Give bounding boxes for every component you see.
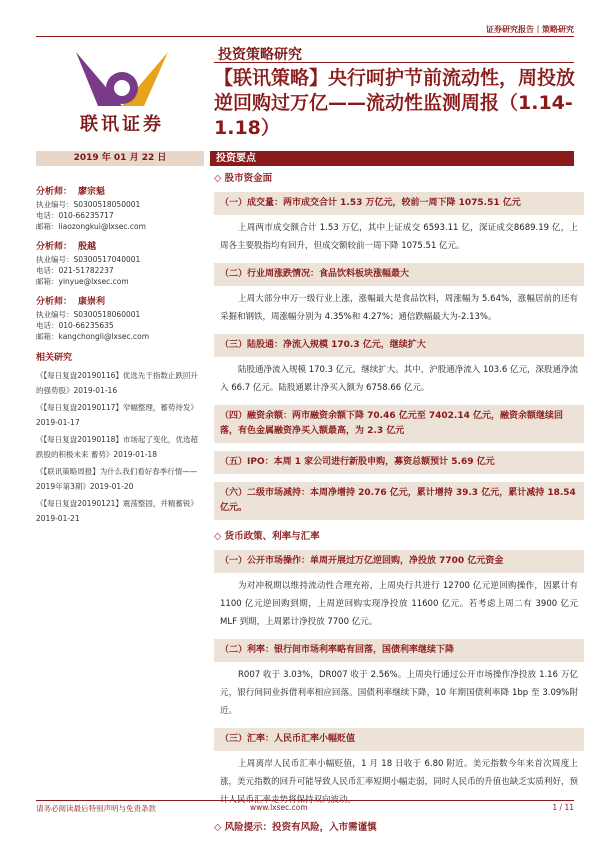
related-research-link[interactable]: 《【每日复盘20190118】市场起了变化，优选超跌股的积极未来 蓄势》2019-01-18 [36,435,198,459]
analyst-card [36,239,204,287]
related-research-link[interactable]: 《【每日复盘20190121】震荡整固，并精蓄锐》2019-01-21 [36,499,198,523]
analyst-cert: 执业编号：S0300518060001 [36,310,141,319]
report-date: 2019 年 01 月 22 日 [36,151,204,166]
sub-heading-volume: （一）成交量：两市成交合计 1.53 万亿元，较前一周下降 1075.51 亿元 [214,192,584,215]
analyst-heading: 分析师： 廖宗魁 [36,187,106,197]
paragraph: 上周两市成交额合计 1.53 万亿，其中上证成交 6593.11 亿，深证成交8689.19 亿，上周各主要股指均有回升，但成交额较前一周下降 1075.51 亿元。 [220,223,578,251]
paragraph: R007 收于 3.03%，DR007 收于 2.56%。上周央行通过公开市场操作净投放 1.16 万亿元，银行间同业拆借利率相应回落。国债利率继续下降，10 年期国债利率降 1bp 至 3.09%附近。 [220,670,578,716]
analyst-card [36,184,204,232]
analyst-name: 廖宗魁 [78,187,106,197]
sidebar [36,184,204,528]
analyst-phone: 电话：021-51782237 [36,266,114,275]
analyst-email: 邮箱：liaozongkui@lxsec.com [36,222,146,231]
section-heading-stock-market: ◇ 股市资金面 [214,173,273,184]
paragraph: 上周大部分申万一级行业上涨，涨幅最大是食品饮料，周涨幅为 5.64%，涨幅居前的还有采掘和钢铁，周涨幅分别为 4.35%和 4.27%；通信跌幅最大为-2.13%。 [220,294,578,322]
summary-body [214,168,584,833]
related-research-link[interactable]: 《【每日复盘20190116】优选先于指数止跌回升的强势股》2019-01-16 [36,371,198,395]
sub-heading-exchange-rate: （三）汇率：人民币汇率小幅贬值 [214,728,584,751]
sub-heading-stock-connect: （三）陆股通：净流入规模 170.3 亿元，继续扩大 [214,334,584,357]
analyst-email: 邮箱：kangchongli@lxsec.com [36,332,150,341]
report-title: 【联讯策略】央行呵护节前流动性，周投放逆回购过万亿——流动性监测周报（1.14-1.18） [214,67,576,139]
analyst-email: 邮箱：yinyue@lxsec.com [36,277,129,286]
analyst-phone: 电话：010-66235635 [36,321,114,330]
report-category: 投资策略研究 [218,47,302,63]
risk-warning: ◇ 风险提示：投资有风险，入市需谨慎 [214,822,377,833]
footer-website[interactable]: www.lxsec.com [250,803,308,812]
sub-heading-open-market: （一）公开市场操作：单周开展过万亿逆回购，净投放 7700 亿元资金 [214,550,584,573]
related-research-link[interactable]: 《【每日复盘20190117】窄幅整理，蓄势待发》2019-01-17 [36,403,198,427]
analyst-phone: 电话：010-66235717 [36,211,114,220]
analyst-cert: 执业编号：S0300518050001 [36,200,141,209]
section-heading-monetary: ◇ 货币政策、利率与汇率 [214,531,320,542]
analyst-heading: 分析师： 康崇利 [36,297,106,307]
paragraph: 为对冲税期以维持流动性合理充裕，上周央行共进行 12700 亿元逆回购操作，因累计有 1100 亿元逆回购到期，上周逆回购实现净投放 11600 亿元。若考虑上周二有 3900 亿元 MLF 到期，上周累计净投放 7700 亿元。 [220,581,578,627]
sub-heading-interest-rate: （二）利率：银行间市场利率略有回落，国债利率继续下降 [214,639,584,662]
logo-text: 联讯证券 [80,114,164,135]
paragraph: 陆股通净流入规模 170.3 亿元，继续扩大。其中，沪股通净流入 103.6 亿元，深股通净流入 66.7 亿元。陆股通累计净买入额为 6758.66 亿元。 [220,365,578,393]
analyst-name: 康崇利 [78,297,106,307]
summary-heading: 投资要点 [210,151,574,166]
analyst-heading: 分析师： 殷越 [36,242,97,252]
top-divider [36,36,574,37]
page-number: 1 / 11 [552,803,574,812]
paragraph: 上周离岸人民币汇率小幅贬值，1 月 18 日收于 6.80 附近。美元指数今年来首次周度上涨，美元指数的回升可能导致人民币汇率短期小幅走弱，同时人民币的升值也缺乏实质利好，预计人民币汇率走势将保持双向波动。 [220,759,578,805]
related-research-link[interactable]: 《【联讯策略周报】为什么我们看好春季行情——2019年第3期》2019-01-20 [36,467,198,491]
analyst-cert: 执业编号：S0300517040001 [36,255,141,264]
analyst-card [36,294,204,342]
category-divider [214,62,574,63]
analyst-name: 殷越 [78,242,97,252]
sub-heading-industry: （二）行业周涨跌情况：食品饮料板块涨幅最大 [214,263,584,286]
report-type-label: 证券研究报告｜策略研究 [486,25,574,34]
bottom-divider [36,800,574,801]
sub-heading-ipo: （五）IPO：本周 1 家公司进行新股申购，募资总额预计 5.69 亿元 [214,451,584,474]
related-research-heading: 相关研究 [36,353,73,363]
sub-heading-secondary: （六）二级市场减持：本周净增持 20.76 亿元，累计增持 39.3 亿元，累计减持 18.54 亿元。 [214,482,584,520]
sub-heading-margin: （四）融资余额：两市融资余额下降 70.46 亿元至 7402.14 亿元，融资余额继续回落，有色金属融资净买入额最高，为 2.3 亿元 [214,405,584,443]
footer-disclaimer: 请务必阅读最后特别声明与免责条款 [36,804,156,813]
